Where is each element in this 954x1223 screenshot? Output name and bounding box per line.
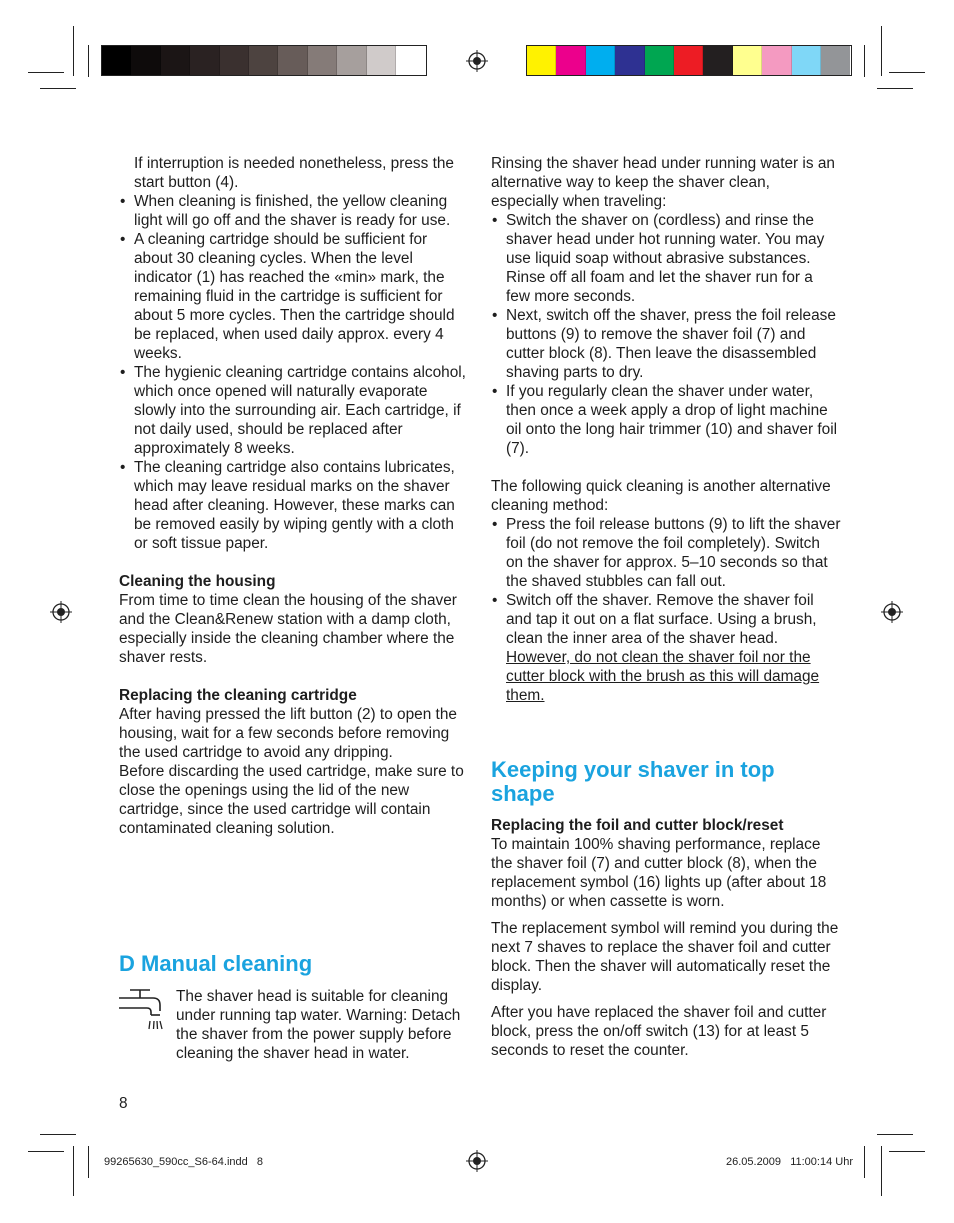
- crop-mark: [73, 1146, 74, 1196]
- list-item: • Press the foil release buttons (9) to lift the shaver foil (do not remove the foil completely). Switch on the shaver for approx. 5–10 seconds so that the shaved stubbles can fall out.: [491, 515, 841, 591]
- list-item: • When cleaning is finished, the yellow cleaning light will go off and the shaver is ready for use.: [119, 192, 467, 230]
- crop-mark: [88, 45, 89, 77]
- reminder-paragraph: The replacement symbol will remind you during the next 7 shaves to replace the shaver foil and cutter block. Then the shaver will automatically reset the display.: [491, 920, 839, 994]
- list-item: • Next, switch off the shaver, press the foil release buttons (9) to remove the shaver foil (7) and cutter block (8). Then leave the disassembled shaving parts to dry.: [491, 306, 841, 382]
- cartridge-paragraph: After having pressed the lift button (2) to open the housing, wait for a few seconds before removing the used cartridge to avoid any dripping.: [119, 706, 457, 761]
- process-color-bar: [526, 45, 852, 76]
- color-swatch: [102, 46, 131, 75]
- crop-mark: [877, 1134, 913, 1135]
- list-item: • A cleaning cartridge should be sufficient for about 30 cleaning cycles. When the level indicator (1) has reached the «min» mark, the remaining fluid in the cartridge is sufficient for about 5 more cycles. Then the cartridge should be replaced, when used daily approx. every 4 weeks.: [119, 230, 467, 363]
- color-swatch: [190, 46, 219, 75]
- quick-cleaning-bullet-list: [491, 515, 841, 705]
- crop-mark: [864, 1146, 865, 1178]
- cartridge-subheading: Replacing the cleaning cartridge: [119, 687, 357, 704]
- color-swatch: [674, 46, 703, 75]
- grayscale-color-bar: [101, 45, 427, 76]
- list-item: [491, 591, 841, 705]
- crop-mark: [864, 45, 865, 77]
- foil-paragraph: To maintain 100% shaving performance, replace the shaver foil (7) and cutter block (8), when the replacement symbol (16) lights up (after about 18 months) or when cassette is worn.: [491, 836, 827, 910]
- color-swatch: [821, 46, 850, 75]
- color-swatch: [615, 46, 644, 75]
- crop-mark: [881, 1146, 882, 1196]
- crop-mark: [889, 1151, 925, 1152]
- list-item: • The cleaning cartridge also contains lubricates, which may leave residual marks on the shaver head after cleaning. However, these marks can be removed easily by wiping gently with a cloth or soft tissue paper.: [119, 458, 467, 553]
- color-swatch: [308, 46, 337, 75]
- foil-section: [491, 816, 841, 1060]
- color-swatch: [249, 46, 278, 75]
- registration-mark-icon: [50, 601, 72, 623]
- left-column: [119, 154, 467, 838]
- crop-mark: [88, 1146, 89, 1178]
- color-swatch: [220, 46, 249, 75]
- color-swatch: [527, 46, 556, 75]
- cartridge-paragraph: Before discarding the used cartridge, make sure to close the openings using the lid of the new cartridge, since the used cartridge will contain contaminated cleaning solution.: [119, 763, 464, 837]
- crop-mark: [889, 72, 925, 73]
- top-shape-heading: Keeping your shaver in top shape: [491, 757, 775, 806]
- color-swatch: [367, 46, 396, 75]
- foil-subheading: Replacing the foil and cutter block/reset: [491, 817, 784, 834]
- tap-water-icon: [117, 988, 165, 1032]
- manual-cleaning-heading: D Manual cleaning: [119, 951, 313, 976]
- rinse-intro-paragraph: Rinsing the shaver head under running water is an alternative way to keep the shaver clean, especially when traveling:: [491, 155, 835, 210]
- manual-cleaning-paragraph: The shaver head is suitable for cleaning under running tap water. Warning: Detach the shaver from the power supply before cleaning the shaver head in water.: [176, 988, 461, 1062]
- quick-cleaning-intro: The following quick cleaning is another alternative cleaning method:: [491, 478, 831, 514]
- housing-subheading: Cleaning the housing: [119, 573, 276, 590]
- crop-mark: [40, 1134, 76, 1135]
- color-swatch: [762, 46, 791, 75]
- color-swatch: [337, 46, 366, 75]
- housing-paragraph: From time to time clean the housing of the shaver and the Clean&Renew station with a damp cloth, especially inside the cleaning chamber where the shaver rests.: [119, 592, 457, 666]
- crop-mark: [881, 26, 882, 76]
- rinse-bullet-list: [491, 211, 841, 458]
- registration-mark-icon: [881, 601, 903, 623]
- color-swatch: [586, 46, 615, 75]
- cleaning-bullet-list: [119, 192, 467, 553]
- registration-mark-icon: [466, 50, 488, 72]
- registration-mark-icon: [466, 1150, 488, 1172]
- color-swatch: [703, 46, 732, 75]
- crop-mark: [73, 26, 74, 76]
- bullet-text: Switch off the shaver. Remove the shaver foil and tap it out on a flat surface. Using a brush, clean the inner area of the shaver head.: [506, 592, 817, 647]
- brush-warning-text: However, do not clean the shaver foil nor the cutter block with the brush as this will damage them.: [506, 649, 820, 704]
- crop-mark: [28, 1151, 64, 1152]
- right-column: [491, 154, 841, 705]
- footer-file-info: 99265630_590cc_S6-64.indd 8: [104, 1156, 264, 1168]
- color-swatch: [792, 46, 821, 75]
- color-swatch: [556, 46, 585, 75]
- footer-timestamp: 26.05.2009 11:00:14 Uhr: [725, 1156, 853, 1168]
- color-swatch: [161, 46, 190, 75]
- list-item: • Switch the shaver on (cordless) and rinse the shaver head under hot running water. You may use liquid soap without abrasive substances. Rinse off all foam and let the shaver run for a few more seconds.: [491, 211, 841, 306]
- color-swatch: [131, 46, 160, 75]
- intro-paragraph: If interruption is needed nonetheless, press the start button (4).: [134, 155, 454, 191]
- list-item: • The hygienic cleaning cartridge contains alcohol, which once opened will naturally evaporate slowly into the surrounding air. Each cartridge, if not daily used, should be replaced after approximately 8 weeks.: [119, 363, 467, 458]
- reset-paragraph: After you have replaced the shaver foil and cutter block, press the on/off switch (13) for at least 5 seconds to reset the counter.: [491, 1004, 827, 1059]
- crop-mark: [40, 88, 76, 89]
- color-swatch: [396, 46, 425, 75]
- color-swatch: [645, 46, 674, 75]
- list-item: • If you regularly clean the shaver under water, then once a week apply a drop of light machine oil onto the long hair trimmer (10) and shaver foil (7).: [491, 382, 841, 458]
- crop-mark: [877, 88, 913, 89]
- crop-mark: [28, 72, 64, 73]
- color-swatch: [733, 46, 762, 75]
- color-swatch: [278, 46, 307, 75]
- page-number: 8: [119, 1095, 128, 1112]
